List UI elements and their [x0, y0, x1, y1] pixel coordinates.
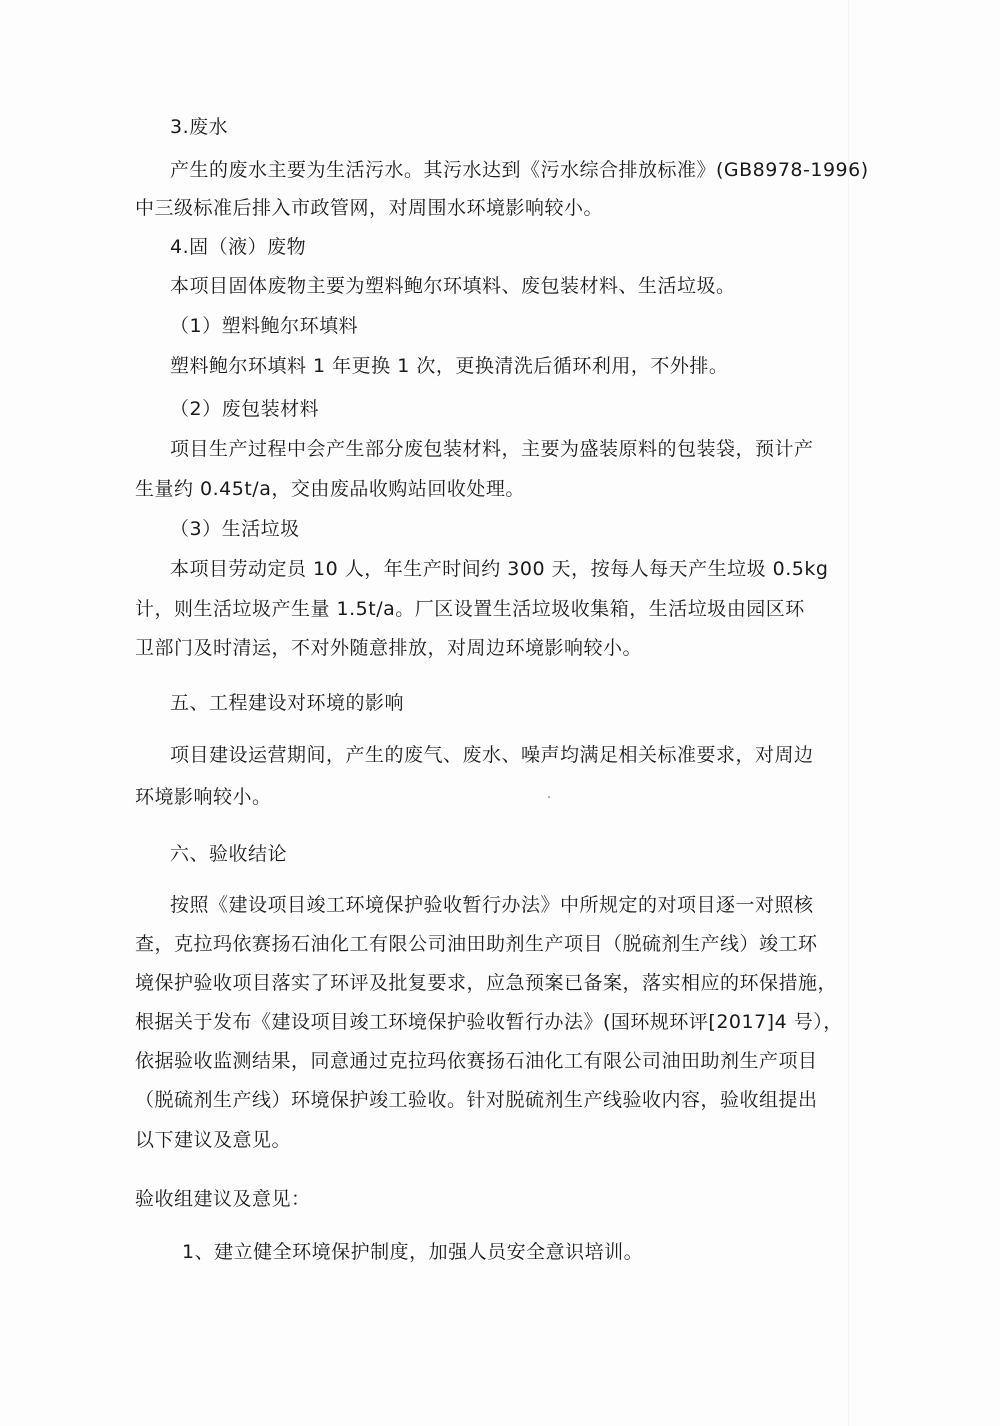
section-heading-five: 五、工程建设对环境的影响 — [170, 692, 405, 714]
recommendation-item: 1、建立健全环境保护制度，加强人员安全意识培训。 — [182, 1241, 644, 1263]
scan-speck — [548, 796, 550, 798]
paragraph-line: 生量约 0.45t/a，交由废品收购站回收处理。 — [135, 478, 525, 500]
paragraph-line: 本项目固体废物主要为塑料鲍尔环填料、废包装材料、生活垃圾。 — [170, 275, 736, 297]
paragraph-line: 以下建议及意见。 — [135, 1129, 292, 1151]
paragraph-line: （脱硫剂生产线）环境保护竣工验收。针对脱硫剂生产线验收内容，验收组提出 — [135, 1089, 818, 1111]
paragraph-line: 中三级标准后排入市政管网，对周围水环境影响较小。 — [135, 197, 604, 219]
paragraph-line: 按照《建设项目竣工环境保护验收暂行办法》中所规定的对项目逐一对照核 — [170, 894, 814, 916]
paragraph-line: 境保护验收项目落实了环评及批复要求，应急预案已备案，落实相应的环保措施， — [135, 972, 838, 994]
paragraph-line: 计，则生活垃圾产生量 1.5t/a。厂区设置生活垃圾收集箱，生活垃圾由园区环 — [135, 598, 805, 620]
paragraph-line: 本项目劳动定员 10 人，年生产时间约 300 天，按每人每天产生垃圾 0.5kg — [170, 558, 829, 580]
paragraph-line: 项目生产过程中会产生部分废包装材料，主要为盛装原料的包装袋，预计产 — [170, 438, 814, 460]
paragraph-line: 根据关于发布《建设项目竣工环境保护验收暂行办法》(国环规环评[2017]4 号）， — [135, 1011, 843, 1033]
subheading-wastewater: 3.废水 — [170, 116, 229, 138]
paragraph-line: 项目建设运营期间，产生的废气、废水、噪声均满足相关标准要求，对周边 — [170, 744, 814, 766]
recommendations-heading: 验收组建议及意见： — [135, 1188, 311, 1210]
paragraph-line: 塑料鲍尔环填料 1 年更换 1 次，更换清洗后循环利用，不外排。 — [170, 355, 729, 377]
paragraph-line: 卫部门及时清运，不对外随意排放，对周边环境影响较小。 — [135, 637, 643, 659]
paragraph-line: 查，克拉玛依赛扬石油化工有限公司油田助剂生产项目（脱硫剂生产线）竣工环 — [135, 933, 818, 955]
paragraph-line: 依据验收监测结果，同意通过克拉玛依赛扬石油化工有限公司油田助剂生产项目 — [135, 1050, 818, 1072]
section-heading-six: 六、验收结论 — [170, 843, 288, 865]
item-heading: （2）废包装材料 — [170, 398, 320, 420]
item-heading: （1）塑料鲍尔环填料 — [170, 315, 359, 337]
scan-edge-mark — [848, 0, 849, 1426]
item-heading: （3）生活垃圾 — [170, 518, 300, 540]
subheading-solid-waste: 4.固（液）废物 — [170, 236, 307, 258]
paragraph-line: 环境影响较小。 — [135, 786, 272, 808]
paragraph-line: 产生的废水主要为生活污水。其污水达到《污水综合排放标准》(GB8978-1996) — [170, 159, 869, 181]
